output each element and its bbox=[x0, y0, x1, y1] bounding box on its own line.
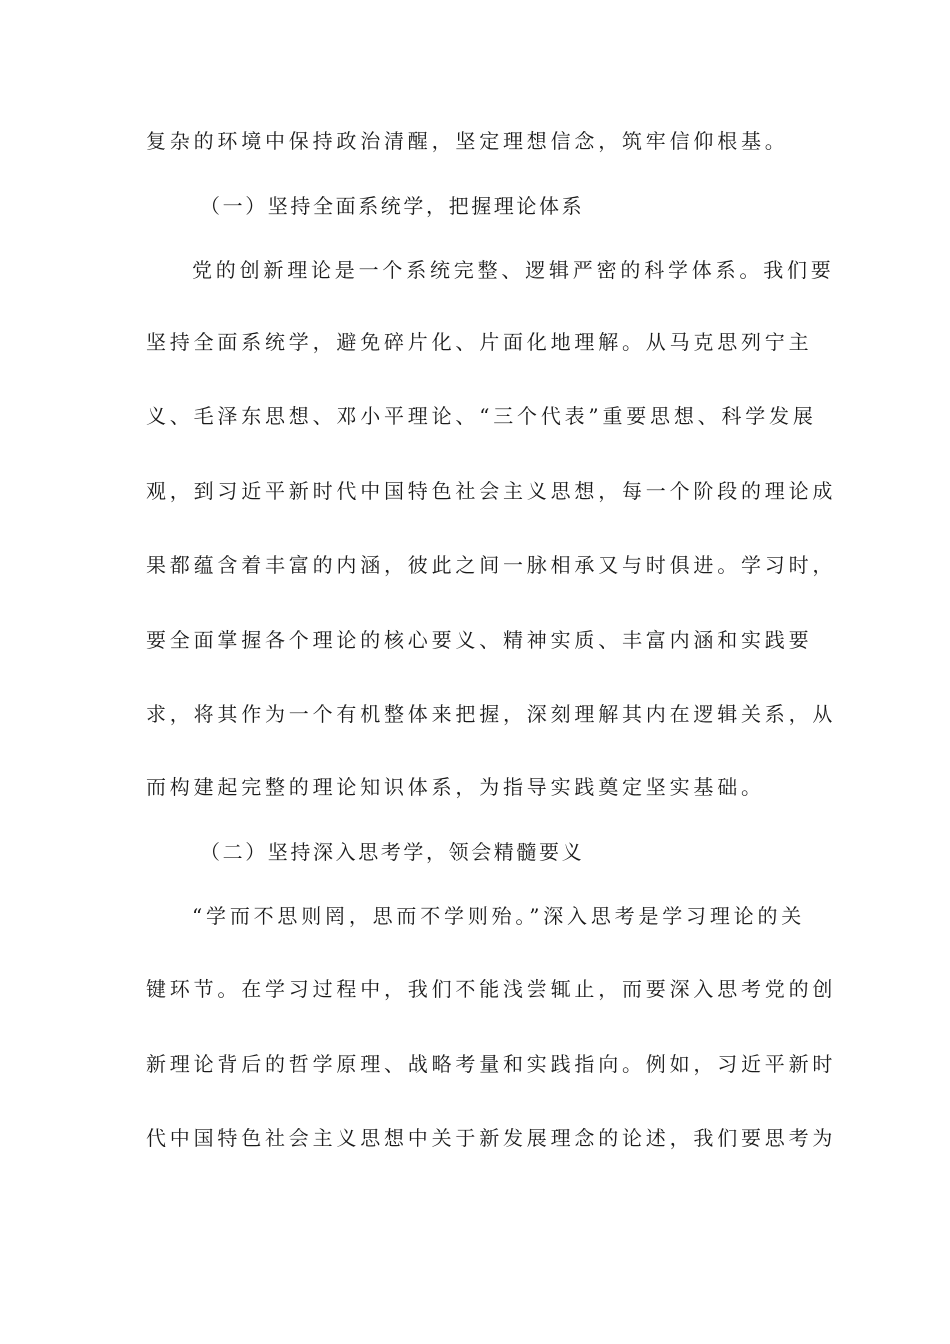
paragraph-line: 要全面掌握各个理论的核心要义、精神实质、丰富内涵和实践要 bbox=[146, 628, 813, 652]
paragraph-line: 求，将其作为一个有机整体来把握，深刻理解其内在逻辑关系，从 bbox=[146, 702, 837, 726]
paragraph-line: 键环节。在学习过程中，我们不能浅尝辄止，而要深入思考党的创 bbox=[146, 977, 837, 1001]
paragraph-line: 而构建起完整的理论知识体系，为指导实践奠定坚实基础。 bbox=[146, 775, 765, 799]
paragraph-first-line: “学而不思则罔，思而不学则殆。”深入思考是学习理论的关 bbox=[192, 904, 806, 928]
paragraph-line: 新理论背后的哲学原理、战略考量和实践指向。例如，习近平新时 bbox=[146, 1052, 837, 1076]
paragraph-continuation-line: 复杂的环境中保持政治清醒，坚定理想信念，筑牢信仰根基。 bbox=[146, 129, 789, 153]
paragraph-line: 坚持全面系统学，避免碎片化、片面化地理解。从马克思列宁主 bbox=[146, 330, 813, 354]
paragraph-line: 代中国特色社会主义思想中关于新发展理念的论述，我们要思考为 bbox=[146, 1126, 837, 1150]
section-heading-2: （二）坚持深入思考学，领会精髓要义 bbox=[200, 840, 585, 864]
paragraph-line: 观，到习近平新时代中国特色社会主义思想，每一个阶段的理论成 bbox=[146, 479, 837, 503]
section-heading-1: （一）坚持全面系统学，把握理论体系 bbox=[200, 194, 585, 218]
paragraph-line: 果都蕴含着丰富的内涵，彼此之间一脉相承又与时俱进。学习时， bbox=[146, 553, 837, 577]
paragraph-line: 义、毛泽东思想、邓小平理论、“三个代表”重要思想、科学发展 bbox=[146, 404, 817, 428]
paragraph-first-line: 党的创新理论是一个系统完整、逻辑严密的科学体系。我们要 bbox=[192, 258, 835, 282]
